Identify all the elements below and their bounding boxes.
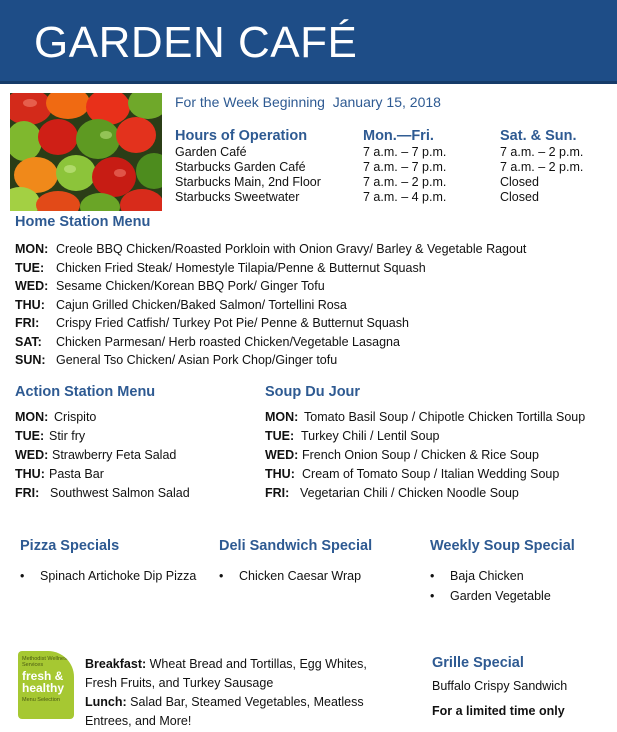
home-station-title: Home Station Menu (15, 214, 151, 230)
hours-location: Starbucks Garden Café (175, 160, 306, 174)
logo-line1: Methodist Wellness Services (22, 656, 70, 668)
menu-text: Pasta Bar (49, 467, 104, 481)
soup-list (265, 408, 585, 503)
menu-day: THU: (15, 467, 45, 481)
menu-day: MON: (15, 410, 49, 424)
menu-day: SUN: (15, 353, 46, 367)
home-station-list (15, 240, 526, 370)
menu-item (15, 296, 526, 315)
breakfast-text: Wheat Bread and Tortillas, Egg Whites, Fresh Fruits, and Turkey Sausage (85, 657, 367, 690)
menu-day: WED: (15, 279, 49, 293)
action-station-title: Action Station Menu (15, 384, 156, 400)
deli-list (219, 567, 361, 587)
menu-item (15, 259, 526, 278)
menu-item (15, 277, 526, 296)
action-station-list (15, 408, 190, 503)
hours-row (175, 145, 610, 160)
menu-day: FRI: (15, 316, 40, 330)
pizza-list (20, 567, 196, 587)
hours-weekday: 7 a.m. – 7 p.m. (363, 160, 447, 174)
hours-location: Starbucks Sweetwater (175, 190, 300, 204)
hours-weekend: 7 a.m. – 2 p.m. (500, 160, 584, 174)
menu-text: Chicken Fried Steak/ Homestyle Tilapia/Penne & Butternut Squash (56, 260, 426, 275)
hours-title: Hours of Operation (175, 128, 308, 144)
menu-item (15, 314, 526, 333)
grille-note: For a limited time only (432, 704, 565, 718)
grille-title: Grille Special (432, 655, 524, 671)
menu-text: General Tso Chicken/ Asian Pork Chop/Ginger tofu (56, 353, 338, 367)
menu-text: Southwest Salmon Salad (50, 486, 190, 500)
menu-day: FRI: (15, 486, 40, 500)
menu-day: THU: (15, 297, 45, 312)
hours-weekend: Closed (500, 190, 539, 204)
logo-line2: fresh & (22, 669, 64, 683)
hours-row (175, 175, 610, 190)
menu-text: Chicken Parmesan/ Herb roasted Chicken/Vegetable Lasagna (56, 334, 400, 349)
hours-weekday: 7 a.m. – 7 p.m. (363, 145, 447, 159)
menu-item (15, 408, 190, 427)
logo-line3: healthy (22, 681, 65, 695)
logo-line4: Menu Selection (22, 697, 60, 703)
hours-location: Starbucks Main, 2nd Floor (175, 175, 321, 189)
menu-item (15, 240, 526, 259)
menu-day: WED: (265, 448, 299, 462)
hours-header-row (175, 128, 610, 145)
header-banner (0, 0, 617, 84)
menu-day: TUE: (15, 429, 45, 443)
menu-text: Strawberry Feta Salad (52, 448, 177, 462)
hours-location: Garden Café (175, 145, 247, 159)
menu-item (265, 465, 585, 484)
breakfast-lunch-block (85, 655, 385, 731)
hours-weekday: 7 a.m. – 4 p.m. (363, 190, 447, 204)
week-label: For the Week Beginning (175, 94, 325, 110)
menu-text: Sesame Chicken/Korean BBQ Pork/ Ginger Tofu (56, 279, 325, 293)
menu-day: SAT: (15, 334, 42, 349)
menu-text: Cream of Tomato Soup / Italian Wedding Soup (302, 467, 560, 481)
weekly-soup-title: Weekly Soup Special (430, 538, 575, 554)
menu-day: MON: (265, 410, 299, 424)
menu-item (265, 484, 585, 503)
hours-row (175, 190, 610, 205)
deli-title: Deli Sandwich Special (219, 538, 373, 554)
page-title: GARDEN CAFÉ (34, 18, 358, 67)
pizza-item: • Spinach Artichoke Dip Pizza (20, 567, 196, 587)
hours-weekend: 7 a.m. – 2 p.m. (500, 145, 584, 159)
week-heading (175, 94, 441, 110)
hours-table (175, 128, 610, 205)
lunch-label: Lunch: (85, 695, 127, 709)
hours-weekend: Closed (500, 175, 539, 189)
peppers-photo (10, 93, 162, 211)
pizza-title: Pizza Specials (20, 538, 120, 554)
lunch-text: Salad Bar, Steamed Vegetables, Meatless Entrees, and More! (85, 695, 364, 728)
hours-row (175, 160, 610, 175)
menu-text: Stir fry (49, 429, 86, 443)
hours-weekday: 7 a.m. – 2 p.m. (363, 175, 447, 189)
menu-item (15, 446, 190, 465)
menu-text: Crispito (54, 410, 97, 424)
menu-item (15, 351, 526, 370)
menu-day: MON: (15, 242, 49, 256)
hours-col-weekend: Sat. & Sun. (500, 128, 577, 144)
menu-text: Crispy Fried Catfish/ Turkey Pot Pie/ Penne & Butternut Squash (56, 316, 409, 330)
menu-text: Turkey Chili / Lentil Soup (301, 429, 440, 443)
peppers-image-icon (10, 93, 162, 211)
week-date: January 15, 2018 (332, 94, 441, 110)
weekly-soup-item: • Baja Chicken (430, 567, 551, 587)
menu-day: FRI: (265, 486, 290, 500)
hours-col-weekday: Mon.—Fri. (363, 128, 434, 144)
menu-item (15, 427, 190, 446)
menu-item (15, 484, 190, 503)
soup-title: Soup Du Jour (265, 384, 361, 400)
menu-item (15, 465, 190, 484)
weekly-soup-list (430, 567, 551, 606)
menu-day: TUE: (265, 429, 295, 443)
menu-text: Cajun Grilled Chicken/Baked Salmon/ Tortellini Rosa (56, 297, 347, 312)
menu-day: TUE: (15, 260, 45, 275)
menu-item (15, 333, 526, 352)
menu-day: WED: (15, 448, 49, 462)
menu-item (265, 446, 585, 465)
menu-text: Vegetarian Chili / Chicken Noodle Soup (300, 486, 519, 500)
weekly-soup-item: • Garden Vegetable (430, 587, 551, 607)
menu-item (265, 427, 585, 446)
menu-day: THU: (265, 467, 295, 481)
menu-text: Tomato Basil Soup / Chipotle Chicken Tortilla Soup (304, 410, 586, 424)
menu-text: French Onion Soup / Chicken & Rice Soup (302, 448, 539, 462)
deli-item: • Chicken Caesar Wrap (219, 567, 361, 587)
fresh-healthy-logo (18, 651, 74, 719)
breakfast-label: Breakfast: (85, 657, 147, 671)
menu-text: Creole BBQ Chicken/Roasted Porkloin with Onion Gravy/ Barley & Vegetable Ragout (56, 242, 527, 256)
menu-item (265, 408, 585, 427)
grille-item: Buffalo Crispy Sandwich (432, 679, 568, 693)
